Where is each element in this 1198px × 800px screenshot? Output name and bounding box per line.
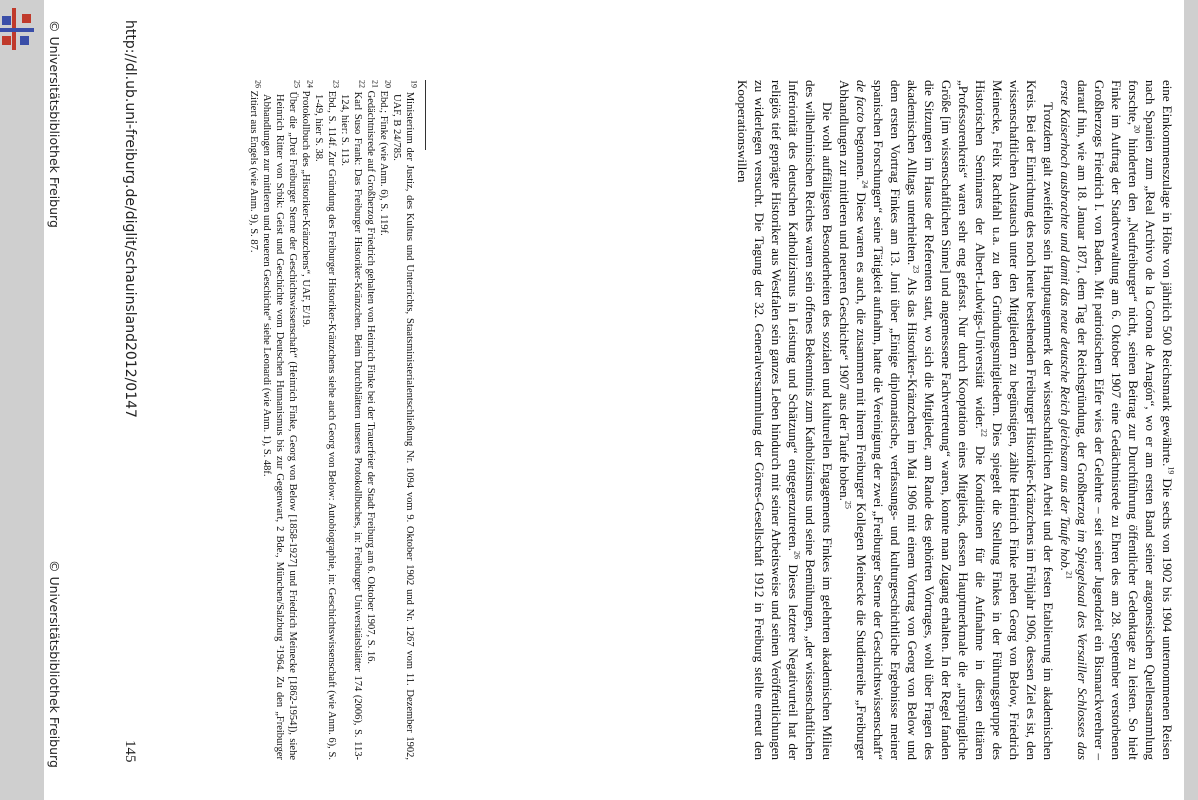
scanned-page: [44, 0, 1184, 800]
paragraph-1: eine Einkommenszulage in Höhe von jährlich 500 Reichsmark gewährte.$^{19}$ Die sechs von 1902 bis 1904 unternommenen Reisen nach Spanien zum „Real Archivo de la Corona de Aragón“, wo er am ersten Band seiner aragonesischen Quellensammlung forschte,$^{20}$ hinderten den „Neufreiburger“ nicht, seinen Beitrag zur Durchführung öffentlicher Gedenktage zu leisten. So hielt Finke im Auftrag der Stadtverwaltung am 6. Oktober 1907 eine Gedächtnisrede zu Ehren des am 28. September verstorbenen Großherzogs Friedrich I. von Baden. Mit patriotischem Eifer wies der Gelehrte – seit seiner Jugendzeit ein Bismarckverehrer – darauf hin, wie am 18. Januar 1871, dem Tag der Reichsgründung, der Großherzog im Spiegelsaal des Versailler Schlosses das erste Kaiserhoch ausbrachte und damit das neue deutsche Reich gleichsam aus der Taufe hob.$^{21}$: [1058, 80, 1176, 760]
dl-logo-icon[interactable]: [0, 0, 40, 60]
copyright-left: © Universitätsbibliothek Freiburg: [47, 20, 62, 228]
viewer-margin-left: [0, 0, 44, 800]
footnote-divider: [425, 80, 426, 150]
footnote: $^{22}$ Karl Suso Frank: Das Freiburger Historiker-Kränzchen. Beim Durchblättern unseres Protokollbuches, in: Freiburger Universitätsblätter 174 (2006), S. 113-124, hier: S. 113.: [339, 80, 367, 761]
footnote: $^{23}$ Ebd., S. 114f. Zur Gründung des Freiburger Historiker-Kränzchens siehe auch Georg von Below: Autobiographie, in: Geschichtswissenschaft (wie Anm. 6), S. 1-49, hier S. 38.: [313, 80, 341, 761]
copyright-right: © Universitätsbibliothek Freiburg: [47, 560, 62, 768]
page-url[interactable]: http://dl.ub.uni-freiburg.de/diglit/schauinsland2012/0147: [122, 20, 138, 418]
copyright-strip: [44, 0, 62, 800]
paragraph-3: Die wohl auffälligsten Besonderheiten des sozialen und kulturellen Engagements Finkes im gelehrten akademischen Milieu des wilhelminischen Reiches waren sein offenes Bekenntnis zum Katholizismus und seine Bemühungen, „der wissenschaftlichen Inferiorität des deutschen Katholizismus in Leistung und Schätzung“ entgegenzutreten.$^{26}$ Dieses letztere Negativurteil hat der religiös tief geprägte Historiker aus Westfalen sein ganzes Leben hindurch mit seiner Arbeitsweise und seinen Veröffentlichungen zu widerlegen versucht. Die Tagung der 32. Generalversammlung der Görres-Gesellschaft 1912 in Freiburg stellte erneut den Kooperationswillen: [735, 80, 835, 760]
page-content-rotated: [44, 0, 1184, 800]
footnote: $^{25}$ Über die „Drei Freiburger Sterne der Geschichtswissenschaft“ (Heinrich Finke, Georg von Below [1858-1927] und Friedrich Meinecke [1862-1954]), siehe Heinrich Ritter von Srbik: Geist und Geschichte vom Deutschen Humanismus bis zur Gegenwart, 2 Bde., München/Salzburg ²1964. Zu den „Freiburger Abhandlungen zur mittleren und neueren Geschichte“ siehe Leonardi (wie Anm. 1), S. 48f.: [261, 80, 302, 760]
viewer-margin-right: [1184, 0, 1198, 800]
footnote: $^{26}$ Zitiert aus Engels (wie Anm. 9), S. 87.: [248, 80, 263, 253]
paragraph-2: Trotzdem galt zweifellos sein Hauptaugenmerk der wissenschaftlichen Arbeit und der festen Etablierung im akademischen Kreis. Bei der Einrichtung des noch heute bestehenden Freiburger Historiker-Kränzchens im Frühjahr 1906, dessen Ziel es ist, den wissenschaftlichen Austausch unter den Mitgliedern zu begünstigen, zählte Heinrich Finke neben Georg von Below, Friedrich Meinecke, Felix Rachfahl u.a. zu den Gründungsmitgliedern. Dies spiegelt die Stellung Finkes in der Führungsgruppe des Historischen Seminares der Albert-Ludwigs-Universität wider.$^{22}$ Die Konditionen für die Aufnahme in diesen elitären „Professorenkreis“ waren sehr eng gefasst. Nur durch Kooptation eines Mitglieds, dessen Hauptmerkmale die „ursprüngliche Größe [im wissenschaftlichen Sinne] und angemessene Fachvertretung“ waren, konnte man Zugang erhalten. In der Regel fanden die Sitzungen im Hause der Referenten statt, wo sich die Mitglieder, am Rande des gehörten Vortrages, wohl über Fragen des akademischen Alltags unterhielten.$^{23}$ Als das Historiker-Kränzchen im Mai 1906 mit einem Vortrag von Georg von Below und dem ersten Vortrag Finkes am 13. Juni über „Einige diplomatische, verfassungs- und kulturgeschichtliche Ergebnisse meiner spanischen Forschungen“ seine Tätigkeit aufnahm, hatte die Vereinigung der zwei „Freiburger Sterne der Geschichtswissenschaft“ de facto begonnen.$^{24}$ Diese waren es auch, die zusammen mit ihrem Freiburger Kollegen Meinecke die Studienreihe „Freiburger Abhandlungen zur mittleren und neueren Geschichte“ 1907 aus der Taufe hoben.$^{25}$: [837, 80, 1056, 761]
page-number: 145: [122, 740, 138, 763]
footnotes: [247, 80, 419, 761]
footnote: $^{20}$ Ebd.; Finke (wie Anm. 6), S. 119f.: [378, 80, 393, 236]
footnote: $^{21}$ Gedächtnisrede auf Großherzog Friedrich gehalten von Heinrich Finke bei der Trauerfeier der Stadt Freiburg am 6. Oktober 1907, S. 16.: [365, 80, 380, 664]
footnote: $^{19}$ Ministerium der Justiz, des Kultus und Unterrichts, Staatsministerialentschließung Nr. 1094 vom 9. Oktober 1902 und Nr. 1267 vom 11. Dezember 1902, UAF, B 24/785.: [391, 80, 419, 761]
page-footer: [114, 0, 144, 800]
footnote: $^{24}$ Protokollbuch des „Historiker-Kränzchens“, UAF, E/19.: [300, 80, 315, 328]
main-text: [734, 80, 1176, 760]
